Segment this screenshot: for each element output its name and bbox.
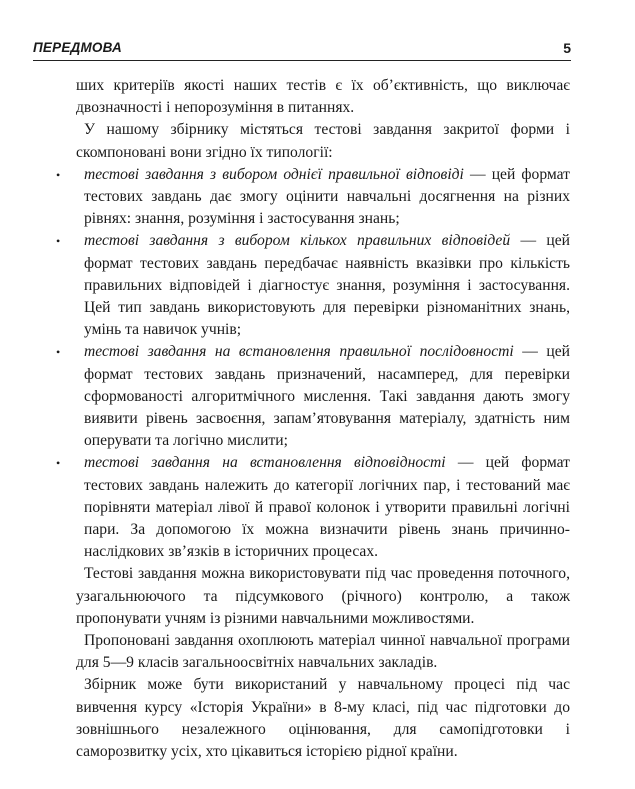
type-term: тестові завдання на встановлення правильної послідовності	[84, 343, 514, 361]
type-description: — цей формат тестових завдань належить до категорії логічних пар, і тестований має порівняти матеріал лівої й правої колонок і утворити правильні логічні пари. За допомогою їх можна визначити рівень знань причинно-наслідкових зв’язків в історичних процесах.	[84, 454, 570, 561]
type-term: тестові завдання на встановлення відповідності	[84, 454, 446, 472]
list-item	[56, 341, 570, 452]
type-description: — цей формат тестових завдань призначений, насамперед, для перевірки сформованості алгоритмічного мислення. Такі завдання дають змогу виявити рівень засвоєння, запам’ятовування матеріалу, здатність ним оперувати та логічно мислити;	[84, 343, 570, 450]
paragraph-purpose: Збірник може бути використаний у навчальному процесі під час вивчення курсу «Історія України» в 8-му класі, під час підготовки до зовнішнього незалежного оцінювання, для самопідготовки і саморозвитку усіх, хто цікавиться історією рідної країни.	[76, 676, 570, 761]
type-description: — цей формат тестових завдань дає змогу оцінити навчальні досягнення на різних рівнях: знання, розуміння і застосування знань;	[84, 165, 570, 228]
page-body	[56, 75, 570, 763]
running-header	[33, 38, 571, 61]
bullet-icon: •	[56, 345, 61, 360]
bullet-icon: •	[56, 234, 61, 249]
section-title: ПЕРЕДМОВА	[33, 40, 123, 55]
list-item	[56, 164, 570, 231]
type-term: тестові завдання з вибором однієї правильної відповіді	[84, 165, 464, 183]
bullet-icon: •	[56, 167, 61, 182]
list-item	[56, 452, 570, 563]
paragraph-usage: Тестові завдання можна використовувати під час проведення поточного, узагальнюючого та підсумкового (річного) контролю, а також пропонувати учням із різними навчальними можливостями.	[76, 565, 570, 627]
type-description: — цей формат тестових завдань передбачає наявність вказівки про кількість правильних відповідей і діагностує знання, розуміння і застосування. Цей тип завдань використовують для перевірки різноманітних знань, умінь та навичок учнів;	[84, 232, 570, 339]
paragraph-coverage: Пропоновані завдання охоплюють матеріал чинної навчальної програми для 5—9 класів загальноосвітніх навчальних закладів.	[76, 632, 570, 672]
test-types-list	[56, 164, 570, 564]
paragraph-intro-continuation: ших критеріїв якості наших тестів є їх об’єктивність, що виключає двозначності і непорозуміння в питаннях.	[76, 77, 570, 117]
type-term: тестові завдання з вибором кількох правильних відповідей	[84, 232, 511, 250]
page-number: 5	[563, 40, 571, 56]
bullet-icon: •	[56, 456, 61, 471]
list-item	[56, 230, 570, 341]
paragraph-types-intro: У нашому збірнику містяться тестові завдання закритої форми і скомпоновані вони згідно їх типології:	[76, 121, 570, 161]
